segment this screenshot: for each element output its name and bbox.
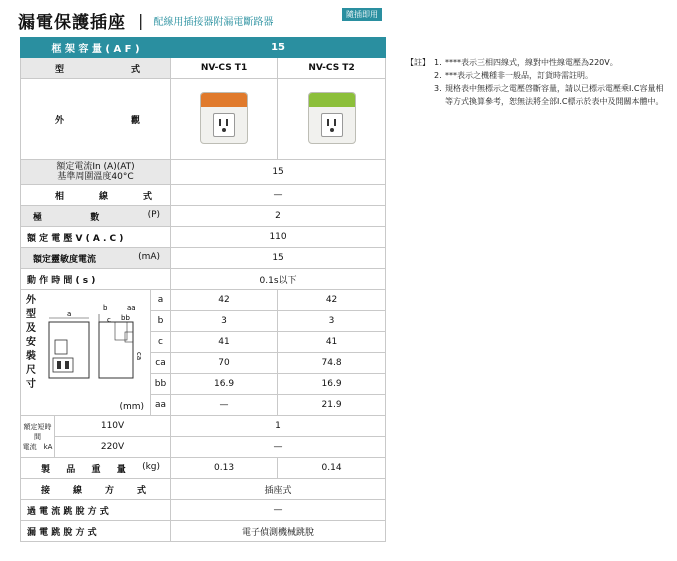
voltage-row (21, 227, 386, 248)
poles-value: 2 (171, 206, 386, 227)
device-t1-image (171, 79, 278, 160)
dim-key: c (151, 332, 171, 353)
sensitivity-label: 額定靈敏度電流 (mA) (21, 248, 171, 269)
page-subtitle: 配線用插接器附漏電斷路器 (153, 16, 274, 28)
dimension-diagram-cell (21, 290, 151, 416)
breaking-220-label: 220V (55, 437, 171, 458)
breaking-220-value: — (171, 437, 386, 458)
leakage-row (21, 521, 386, 542)
weight-row (21, 458, 386, 479)
rated-current-row (21, 160, 386, 185)
dim-t2: 21.9 (278, 395, 386, 416)
weight-label: 製 品 重 量 (kg) (21, 458, 171, 479)
dim-t2: 16.9 (278, 374, 386, 395)
dim-t1: 42 (171, 290, 278, 311)
appearance-label: 外 觀 (21, 79, 171, 160)
dim-key: aa (151, 395, 171, 416)
dim-ca-label: ca (135, 352, 143, 361)
plug-and-play-badge: 隨插即用 (342, 8, 382, 21)
note-item: 2. ***表示之機種非一般品，訂貨時需註明。 (434, 71, 593, 80)
poles-row (21, 206, 386, 227)
frame-value: 15 (171, 38, 386, 58)
weight-t1: 0.13 (171, 458, 278, 479)
breaking-row-220 (21, 437, 386, 458)
dim-key: bb (151, 374, 171, 395)
title-separator: | (138, 10, 144, 30)
frame-row (21, 38, 386, 58)
wiring-label: 接 線 方 式 (21, 479, 171, 500)
overcurrent-label: 過 電 流 跳 脫 方 式 (21, 500, 171, 521)
page-title: 漏電保護插座 (18, 12, 126, 33)
overcurrent-row (21, 500, 386, 521)
type-label: 型 式 (21, 58, 171, 79)
notes-key: 【註】 (406, 58, 430, 67)
model-t1: NV-CS T1 (171, 58, 278, 79)
dim-key: a (151, 290, 171, 311)
leakage-value: 電子偵測機械跳脫 (171, 521, 386, 542)
frame-label: 框 架 容 量 ( A F ) (21, 38, 171, 58)
dim-key: b (151, 311, 171, 332)
sensitivity-value: 15 (171, 248, 386, 269)
operate-time-label: 動 作 時 間 ( s ) (21, 269, 171, 290)
dim-b-label: b (103, 304, 108, 312)
rated-current-value: 15 (171, 160, 386, 185)
device-t1-illustration (200, 92, 248, 144)
dim-t1: 41 (171, 332, 278, 353)
voltage-value: 110 (171, 227, 386, 248)
dim-t2: 74.8 (278, 353, 386, 374)
dim-a-label: a (67, 310, 72, 318)
device-t2-illustration (308, 92, 356, 144)
breaking-110-value: 1 (171, 416, 386, 437)
spec-table (20, 37, 386, 542)
phase-label: 相 線 式 (21, 185, 171, 206)
note-item: 【註】 1. ****表示三相四線式，線對中性線電壓為220V。 (406, 58, 618, 67)
voltage-label: 額 定 電 壓 V ( A . C ) (21, 227, 171, 248)
device-t2-image (278, 79, 386, 160)
dimension-drawing (41, 296, 151, 396)
notes-block (406, 56, 668, 108)
dim-t1: — (171, 395, 278, 416)
poles-label: 極 數 (P) (21, 206, 171, 227)
phase-row (21, 185, 386, 206)
breaking-110-label: 110V (55, 416, 171, 437)
page-header (18, 8, 273, 32)
sensitivity-row (21, 248, 386, 269)
wiring-value: 插座式 (171, 479, 386, 500)
leakage-label: 漏 電 跳 脫 方 式 (21, 521, 171, 542)
dim-t2: 42 (278, 290, 386, 311)
dim-row-a (21, 290, 386, 311)
wiring-row (21, 479, 386, 500)
operate-time-value: 0.1s以下 (171, 269, 386, 290)
dimension-unit: (mm) (119, 402, 144, 412)
rated-current-label: 額定電流In (A)(AT) 基準周圍溫度40°C (21, 160, 171, 185)
appearance-row (21, 79, 386, 160)
dim-c-label: c (107, 316, 111, 324)
weight-t2: 0.14 (278, 458, 386, 479)
note-item: 3. 規格表中無標示之電壓啓斷容量，請以已標示電壓乘I.C容量相等方式換算參考，恕無法將全部I.C標示於表中及開關本體中。 (434, 84, 664, 106)
breaking-row-110 (21, 416, 386, 437)
operate-time-row (21, 269, 386, 290)
dim-key: ca (151, 353, 171, 374)
dim-t2: 41 (278, 332, 386, 353)
model-t2: NV-CS T2 (278, 58, 386, 79)
type-row (21, 58, 386, 79)
phase-value: — (171, 185, 386, 206)
dim-bb-label: bb (121, 314, 130, 322)
dim-aa-label: aa (127, 304, 136, 312)
overcurrent-value: — (171, 500, 386, 521)
dim-t1: 16.9 (171, 374, 278, 395)
dim-t1: 70 (171, 353, 278, 374)
dim-t2: 3 (278, 311, 386, 332)
dim-t1: 3 (171, 311, 278, 332)
breaking-label: 額定短時間 電流 kA (21, 416, 55, 458)
dimension-vertical-label: 外型及安裝尺寸 (26, 295, 36, 390)
